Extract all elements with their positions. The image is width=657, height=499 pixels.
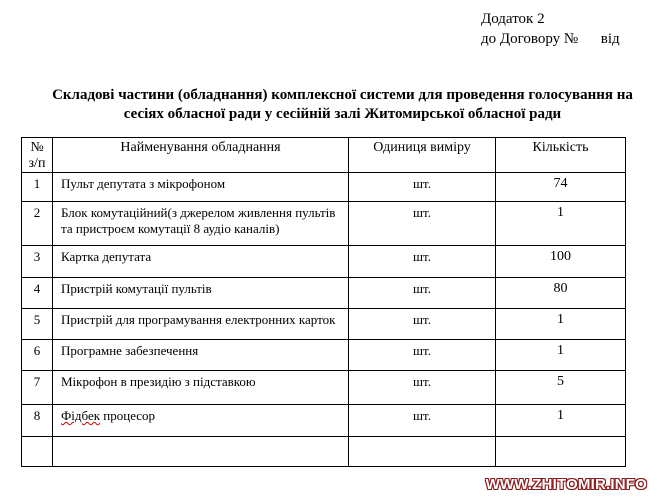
header-name: Найменування обладнання — [53, 138, 349, 173]
row-name: Мікрофон в президію з підставкою — [53, 371, 349, 405]
row-unit: шт. — [349, 202, 496, 246]
annex-contract-ref: до Договору № від — [481, 31, 620, 47]
row-unit: шт. — [349, 340, 496, 371]
table-row — [22, 173, 626, 202]
annex-header — [481, 9, 620, 49]
row-qty: 5 — [496, 371, 626, 405]
header-num-abbr: з/п — [28, 156, 46, 171]
header-num — [22, 138, 53, 173]
row-qty-empty — [496, 437, 626, 467]
row-num: 1 — [22, 173, 53, 202]
row-qty: 1 — [496, 202, 626, 246]
table-row — [22, 371, 626, 405]
row-unit: шт. — [349, 173, 496, 202]
document-title — [30, 86, 655, 124]
spellcheck-word: Фідбек — [61, 408, 101, 423]
row-num: 2 — [22, 202, 53, 246]
header-num-symbol: № — [30, 140, 44, 155]
row-num: 3 — [22, 246, 53, 278]
row-num: 4 — [22, 278, 53, 309]
table-row — [22, 340, 626, 371]
row-name-empty — [53, 437, 349, 467]
row-qty: 100 — [496, 246, 626, 278]
document-title-line-2: сесіях обласної ради у сесійній залі Житомирської обласної ради — [123, 106, 562, 122]
equipment-table — [21, 137, 626, 467]
row-name-rest: процесор — [100, 408, 156, 423]
row-num: 6 — [22, 340, 53, 371]
table-row — [22, 202, 626, 246]
row-unit: шт. — [349, 309, 496, 340]
row-unit-empty — [349, 437, 496, 467]
document-title-line-1: Складові частини (обладнання) комплексної системи для проведення голосування на — [52, 87, 633, 103]
row-name — [53, 405, 349, 437]
row-num-empty — [22, 437, 53, 467]
table-row — [22, 278, 626, 309]
site-watermark: WWW.ZHITOMIR.INFO — [485, 476, 647, 493]
row-qty: 1 — [496, 405, 626, 437]
header-qty: Кількість — [496, 138, 626, 173]
row-unit: шт. — [349, 246, 496, 278]
table-row — [22, 405, 626, 437]
row-num: 8 — [22, 405, 53, 437]
table-row — [22, 309, 626, 340]
row-unit: шт. — [349, 371, 496, 405]
table-header-row — [22, 138, 626, 173]
row-name: Пульт депутата з мікрофоном — [53, 173, 349, 202]
row-name: Картка депутата — [53, 246, 349, 278]
row-num: 5 — [22, 309, 53, 340]
row-name: Пристрій для програмування електронних карток — [53, 309, 349, 340]
row-qty: 74 — [496, 173, 626, 202]
row-qty: 1 — [496, 340, 626, 371]
row-unit: шт. — [349, 278, 496, 309]
row-name: Програмне забезпечення — [53, 340, 349, 371]
row-qty: 1 — [496, 309, 626, 340]
table-row — [22, 246, 626, 278]
row-name: Пристрій комутації пультів — [53, 278, 349, 309]
annex-number: Додаток 2 — [481, 11, 545, 27]
table-row-empty — [22, 437, 626, 467]
row-name: Блок комутаційний(з джерелом живлення пультів та пристроєм комутації 8 аудіо каналів) — [53, 202, 349, 246]
header-unit: Одиниця виміру — [349, 138, 496, 173]
row-unit: шт. — [349, 405, 496, 437]
row-num: 7 — [22, 371, 53, 405]
row-qty: 80 — [496, 278, 626, 309]
